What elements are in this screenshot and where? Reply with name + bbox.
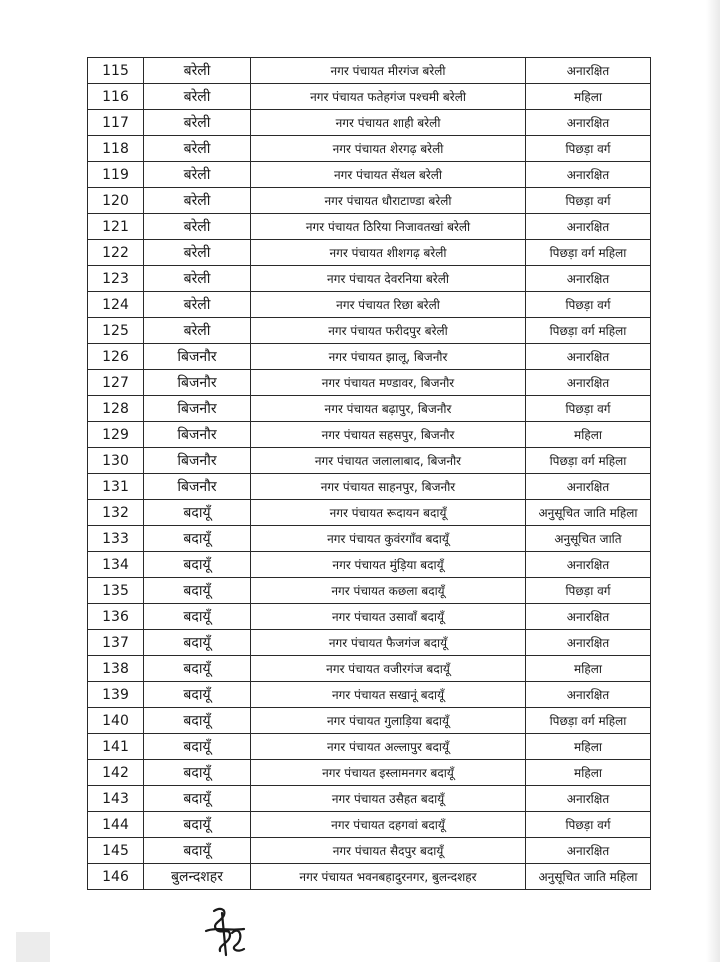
table-row	[88, 604, 651, 630]
reservation-category-cell: पिछड़ा वर्ग	[526, 396, 651, 422]
table-row	[88, 58, 651, 84]
table-row	[88, 292, 651, 318]
reservation-category-cell: पिछड़ा वर्ग महिला	[526, 318, 651, 344]
district-cell: बरेली	[144, 84, 251, 110]
reservation-category-cell: अनारक्षित	[526, 630, 651, 656]
serial-number-cell: 128	[88, 396, 144, 422]
reservation-category-cell: पिछड़ा वर्ग	[526, 578, 651, 604]
nagar-panchayat-name-cell: नगर पंचायत धौराटाण्डा बरेली	[251, 188, 526, 214]
serial-number-cell: 124	[88, 292, 144, 318]
serial-number-cell: 123	[88, 266, 144, 292]
table-row	[88, 448, 651, 474]
reservation-category-cell: पिछड़ा वर्ग	[526, 292, 651, 318]
serial-number-cell: 133	[88, 526, 144, 552]
district-cell: बदायूँ	[144, 604, 251, 630]
reservation-category-cell: अनारक्षित	[526, 604, 651, 630]
serial-number-cell: 126	[88, 344, 144, 370]
nagar-panchayat-name-cell: नगर पंचायत सैदपुर बदायूँ	[251, 838, 526, 864]
table-row	[88, 656, 651, 682]
serial-number-cell: 130	[88, 448, 144, 474]
district-cell: बिजनौर	[144, 422, 251, 448]
serial-number-cell: 135	[88, 578, 144, 604]
table-row	[88, 240, 651, 266]
reservation-category-cell: अनारक्षित	[526, 474, 651, 500]
reservation-category-cell: अनारक्षित	[526, 344, 651, 370]
table-row	[88, 552, 651, 578]
district-cell: बदायूँ	[144, 786, 251, 812]
district-cell: बदायूँ	[144, 578, 251, 604]
table-row	[88, 370, 651, 396]
reservation-category-cell: पिछड़ा वर्ग महिला	[526, 240, 651, 266]
district-cell: बिजनौर	[144, 474, 251, 500]
district-cell: बरेली	[144, 58, 251, 84]
table-body	[88, 58, 651, 890]
reservation-category-cell: अनुसूचित जाति महिला	[526, 864, 651, 890]
table-row	[88, 786, 651, 812]
table-row	[88, 110, 651, 136]
serial-number-cell: 127	[88, 370, 144, 396]
serial-number-cell: 146	[88, 864, 144, 890]
serial-number-cell: 141	[88, 734, 144, 760]
reservation-category-cell: महिला	[526, 760, 651, 786]
district-cell: बदायूँ	[144, 526, 251, 552]
serial-number-cell: 136	[88, 604, 144, 630]
table-row	[88, 214, 651, 240]
serial-number-cell: 125	[88, 318, 144, 344]
serial-number-cell: 121	[88, 214, 144, 240]
reservation-category-cell: महिला	[526, 734, 651, 760]
nagar-panchayat-name-cell: नगर पंचायत झालू, बिजनौर	[251, 344, 526, 370]
district-cell: बरेली	[144, 214, 251, 240]
nagar-panchayat-name-cell: नगर पंचायत मण्डावर, बिजनौर	[251, 370, 526, 396]
district-cell: बिजनौर	[144, 370, 251, 396]
serial-number-cell: 119	[88, 162, 144, 188]
nagar-panchayat-name-cell: नगर पंचायत कछला बदायूँ	[251, 578, 526, 604]
nagar-panchayat-name-cell: नगर पंचायत फैजगंज बदायूँ	[251, 630, 526, 656]
serial-number-cell: 132	[88, 500, 144, 526]
serial-number-cell: 134	[88, 552, 144, 578]
table-row	[88, 396, 651, 422]
serial-number-cell: 140	[88, 708, 144, 734]
reservation-category-cell: अनारक्षित	[526, 786, 651, 812]
reservation-category-cell: अनारक्षित	[526, 682, 651, 708]
reservation-category-cell: अनुसूचित जाति	[526, 526, 651, 552]
reservation-table	[87, 57, 651, 890]
table-row	[88, 318, 651, 344]
district-cell: बरेली	[144, 266, 251, 292]
table-row	[88, 864, 651, 890]
nagar-panchayat-name-cell: नगर पंचायत शेरगढ़ बरेली	[251, 136, 526, 162]
district-cell: बरेली	[144, 162, 251, 188]
reservation-category-cell: अनारक्षित	[526, 370, 651, 396]
district-cell: बिजनौर	[144, 396, 251, 422]
nagar-panchayat-name-cell: नगर पंचायत भवनबहादुरनगर, बुलन्दशहर	[251, 864, 526, 890]
nagar-panchayat-name-cell: नगर पंचायत कुवंरगाँव बदायूँ	[251, 526, 526, 552]
serial-number-cell: 145	[88, 838, 144, 864]
district-cell: बिजनौर	[144, 344, 251, 370]
district-cell: बरेली	[144, 136, 251, 162]
table-row	[88, 812, 651, 838]
district-cell: बरेली	[144, 110, 251, 136]
district-cell: बदायूँ	[144, 552, 251, 578]
table-row	[88, 162, 651, 188]
serial-number-cell: 142	[88, 760, 144, 786]
nagar-panchayat-name-cell: नगर पंचायत सहसपुर, बिजनौर	[251, 422, 526, 448]
nagar-panchayat-name-cell: नगर पंचायत शीशगढ़ बरेली	[251, 240, 526, 266]
nagar-panchayat-name-cell: नगर पंचायत फतेहगंज पश्चमी बरेली	[251, 84, 526, 110]
nagar-panchayat-name-cell: नगर पंचायत गुलाड़िया बदायूँ	[251, 708, 526, 734]
table-row	[88, 474, 651, 500]
table-row	[88, 682, 651, 708]
serial-number-cell: 118	[88, 136, 144, 162]
table-row	[88, 422, 651, 448]
nagar-panchayat-name-cell: नगर पंचायत इस्लामनगर बदायूँ	[251, 760, 526, 786]
district-cell: बदायूँ	[144, 656, 251, 682]
nagar-panchayat-name-cell: नगर पंचायत दहगवां बदायूँ	[251, 812, 526, 838]
district-cell: बरेली	[144, 318, 251, 344]
serial-number-cell: 122	[88, 240, 144, 266]
table-row	[88, 734, 651, 760]
district-cell: बदायूँ	[144, 760, 251, 786]
nagar-panchayat-name-cell: नगर पंचायत फरीदपुर बरेली	[251, 318, 526, 344]
reservation-category-cell: अनारक्षित	[526, 214, 651, 240]
nagar-panchayat-name-cell: नगर पंचायत रिछा बरेली	[251, 292, 526, 318]
table-row	[88, 188, 651, 214]
reservation-category-cell: अनारक्षित	[526, 552, 651, 578]
reservation-category-cell: अनारक्षित	[526, 266, 651, 292]
serial-number-cell: 120	[88, 188, 144, 214]
district-cell: बदायूँ	[144, 630, 251, 656]
nagar-panchayat-name-cell: नगर पंचायत वजीरगंज बदायूँ	[251, 656, 526, 682]
nagar-panchayat-name-cell: नगर पंचायत बढ़ापुर, बिजनौर	[251, 396, 526, 422]
table-row	[88, 708, 651, 734]
table-row	[88, 266, 651, 292]
district-cell: बुलन्दशहर	[144, 864, 251, 890]
table-row	[88, 344, 651, 370]
table-row	[88, 84, 651, 110]
reservation-category-cell: अनारक्षित	[526, 162, 651, 188]
table-row	[88, 838, 651, 864]
serial-number-cell: 143	[88, 786, 144, 812]
table-row	[88, 578, 651, 604]
serial-number-cell: 139	[88, 682, 144, 708]
district-cell: बदायूँ	[144, 734, 251, 760]
serial-number-cell: 115	[88, 58, 144, 84]
reservation-category-cell: महिला	[526, 656, 651, 682]
district-cell: बरेली	[144, 240, 251, 266]
serial-number-cell: 131	[88, 474, 144, 500]
nagar-panchayat-name-cell: नगर पंचायत उसैहत बदायूँ	[251, 786, 526, 812]
nagar-panchayat-name-cell: नगर पंचायत जलालाबाद, बिजनौर	[251, 448, 526, 474]
table-row	[88, 136, 651, 162]
serial-number-cell: 116	[88, 84, 144, 110]
table-row	[88, 500, 651, 526]
reservation-category-cell: महिला	[526, 422, 651, 448]
nagar-panchayat-name-cell: नगर पंचायत रूदायन बदायूँ	[251, 500, 526, 526]
page-edge-shadow	[706, 0, 720, 962]
reservation-category-cell: पिछड़ा वर्ग महिला	[526, 708, 651, 734]
nagar-panchayat-name-cell: नगर पंचायत ठिरिया निजावतखां बरेली	[251, 214, 526, 240]
table-row	[88, 630, 651, 656]
reservation-category-cell: अनारक्षित	[526, 58, 651, 84]
reservation-category-cell: पिछड़ा वर्ग	[526, 812, 651, 838]
nagar-panchayat-name-cell: नगर पंचायत अल्लापुर बदायूँ	[251, 734, 526, 760]
serial-number-cell: 137	[88, 630, 144, 656]
reservation-category-cell: अनुसूचित जाति महिला	[526, 500, 651, 526]
reservation-category-cell: पिछड़ा वर्ग	[526, 136, 651, 162]
nagar-panchayat-name-cell: नगर पंचायत मुंड़िया बदायूँ	[251, 552, 526, 578]
district-cell: बदायूँ	[144, 812, 251, 838]
serial-number-cell: 144	[88, 812, 144, 838]
district-cell: बदायूँ	[144, 682, 251, 708]
serial-number-cell: 138	[88, 656, 144, 682]
signature-mark	[200, 905, 260, 957]
district-cell: बरेली	[144, 292, 251, 318]
nagar-panchayat-name-cell: नगर पंचायत मीरगंज बरेली	[251, 58, 526, 84]
scan-corner-mark	[16, 932, 50, 962]
nagar-panchayat-name-cell: नगर पंचायत देवरनिया बरेली	[251, 266, 526, 292]
reservation-category-cell: अनारक्षित	[526, 838, 651, 864]
district-cell: बदायूँ	[144, 838, 251, 864]
reservation-category-cell: पिछड़ा वर्ग	[526, 188, 651, 214]
reservation-category-cell: महिला	[526, 84, 651, 110]
nagar-panchayat-name-cell: नगर पंचायत सखानूं बदायूँ	[251, 682, 526, 708]
nagar-panchayat-name-cell: नगर पंचायत साहनपुर, बिजनौर	[251, 474, 526, 500]
table-row	[88, 526, 651, 552]
table-row	[88, 760, 651, 786]
serial-number-cell: 129	[88, 422, 144, 448]
nagar-panchayat-name-cell: नगर पंचायत शाही बरेली	[251, 110, 526, 136]
reservation-category-cell: पिछड़ा वर्ग महिला	[526, 448, 651, 474]
nagar-panchayat-name-cell: नगर पंचायत उसावाँ बदायूँ	[251, 604, 526, 630]
district-cell: बदायूँ	[144, 500, 251, 526]
district-cell: बिजनौर	[144, 448, 251, 474]
district-cell: बरेली	[144, 188, 251, 214]
serial-number-cell: 117	[88, 110, 144, 136]
reservation-category-cell: अनारक्षित	[526, 110, 651, 136]
nagar-panchayat-name-cell: नगर पंचायत सेंथल बरेली	[251, 162, 526, 188]
district-cell: बदायूँ	[144, 708, 251, 734]
